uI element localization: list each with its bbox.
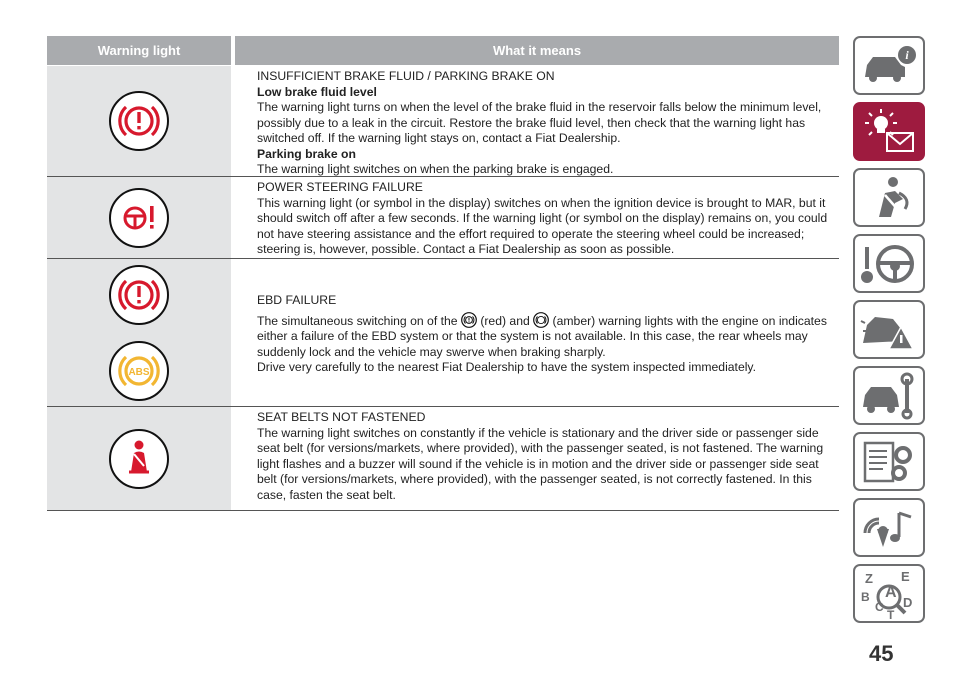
row-title: POWER STEERING FAILURE: [257, 180, 423, 194]
paragraph-part: (amber) warning lights with the engine on indicates either a failure of the EBD system or that the system is not available. In this case, the rear wheels may suddenly lock and the vehicle may swerve when braking sharply.: [257, 313, 827, 359]
svg-text:i: i: [905, 47, 909, 62]
seat-belt-icon: [108, 428, 170, 490]
tab-technical-data[interactable]: [853, 432, 925, 491]
row-title: SEAT BELTS NOT FASTENED: [257, 410, 426, 424]
svg-text:C: C: [875, 599, 884, 614]
steering-key-icon: [859, 239, 919, 289]
svg-text:Z: Z: [865, 570, 873, 586]
icon-cell: [47, 177, 231, 258]
description-cell: [235, 259, 839, 406]
svg-text:E: E: [901, 568, 910, 584]
row-title: INSUFFICIENT BRAKE FLUID / PARKING BRAKE ON: [257, 69, 555, 83]
svg-text:B: B: [861, 589, 870, 604]
row-title: EBD FAILURE: [257, 293, 337, 307]
header-what-it-means: What it means: [492, 43, 582, 58]
abs-icon: [533, 312, 549, 328]
multimedia-icon: [859, 503, 919, 553]
svg-text:D: D: [903, 594, 913, 610]
paragraph: This warning light (or symbol in the display) switches on when the ignition device is brought to MAR, but it should switch off after a few seconds. If the warning light (or symbol on the display) remains on, you could not have steering assistance and the effort required to operate the steering wheel could be increased; steering is, however, possible. Contact a Fiat Dealership as soon as possible.: [257, 195, 828, 256]
description-cell: [235, 407, 839, 510]
technical-data-icon: [859, 437, 919, 487]
icon-cell: [47, 407, 231, 510]
paragraph: The warning light switches on when the parking brake is engaged.: [257, 162, 614, 176]
icon-cell: [47, 66, 231, 176]
table-row: [47, 177, 839, 259]
tab-emergency[interactable]: [853, 300, 925, 359]
icon-cell: [47, 259, 231, 406]
brake-warning-icon: [108, 264, 170, 326]
chapter-tabs: [853, 36, 929, 630]
tab-car-info[interactable]: [853, 36, 925, 95]
paragraph: The warning light switches on constantly if the vehicle is stationary and the driver side or passenger side seat belt (for versions/markets, where provided), with the passenger seated, is not fastened. The warning light flashes and a buzzer will sound if the vehicle is in motion and the driver side or passenger side seat belt (for versions/markets, where provided), with the passenger seated, is not correctly fastened. In this case, fasten the seat belt.: [257, 425, 824, 502]
subheading: Low brake fluid level: [257, 84, 377, 99]
emergency-icon: [859, 305, 919, 355]
brake-warning-icon: [461, 312, 477, 328]
tab-safety[interactable]: [853, 168, 925, 227]
table-row: [47, 66, 839, 177]
paragraph: [257, 312, 839, 361]
table-row: [47, 259, 839, 407]
subheading: Parking brake on: [257, 146, 356, 161]
warning-lights-table: [47, 36, 839, 511]
safety-icon: [859, 173, 919, 223]
header-warning-light: Warning light: [97, 43, 181, 58]
description-cell: [235, 177, 839, 258]
tab-starting-driving[interactable]: [853, 234, 925, 293]
abs-icon-label: ABS: [128, 366, 150, 378]
paragraph: Drive very carefully to the nearest Fiat Dealership to have the system inspected immediately.: [257, 360, 757, 374]
car-wrench-icon: [859, 371, 919, 421]
description-cell: [235, 66, 839, 176]
car-info-icon: [859, 43, 919, 89]
paragraph: The warning light turns on when the level of the brake fluid in the reservoir falls below the minimum level, possibly due to a leak in the circuit. Restore the brake fluid level, then check that the warning light has switched off. If the warning light stays on, contact a Fiat Dealership.: [257, 100, 822, 145]
table-header: [47, 36, 839, 66]
tab-multimedia[interactable]: [853, 498, 925, 557]
page-number: 45: [869, 641, 894, 666]
paragraph-part: (red) and: [480, 313, 530, 328]
paragraph-part: The simultaneous switching on of the: [257, 313, 458, 328]
brake-warning-icon: [108, 90, 170, 152]
table-row: [47, 407, 839, 511]
svg-text:A: A: [885, 583, 897, 601]
warning-lights-icon: [859, 107, 919, 157]
tab-index[interactable]: [853, 564, 925, 623]
power-steering-icon: [108, 187, 170, 249]
svg-text:T: T: [887, 607, 895, 621]
index-icon: [859, 567, 919, 621]
abs-warning-icon: [108, 340, 170, 402]
tab-warning-lights[interactable]: [853, 102, 925, 161]
tab-maintenance[interactable]: [853, 366, 925, 425]
